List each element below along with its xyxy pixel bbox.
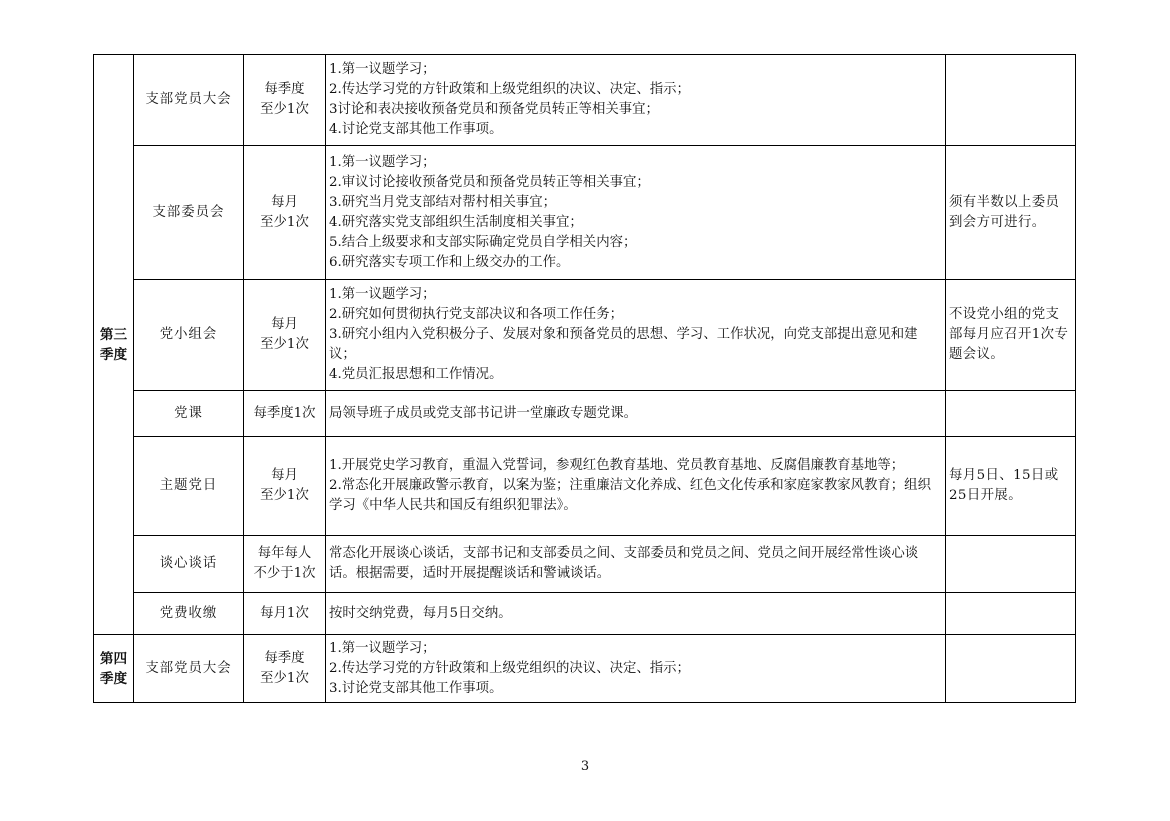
meeting-frequency: 每月 至少1次 [244, 146, 326, 280]
meeting-content: 按时交纳党费，每月5日交纳。 [326, 593, 946, 635]
meeting-remark: 须有半数以上委员到会方可进行。 [946, 146, 1076, 280]
meeting-frequency: 每月 至少1次 [244, 280, 326, 391]
meeting-remark [946, 55, 1076, 146]
quarter-label-q4: 第四 季度 [94, 635, 134, 703]
meeting-frequency: 每季度 至少1次 [244, 635, 326, 703]
meeting-content: 常态化开展谈心谈话，支部书记和支部委员之间、支部委员和党员之间、党员之间开展经常性谈心谈话。根据需要，适时开展提醒谈话和警诫谈话。 [326, 536, 946, 593]
meeting-type: 支部党员大会 [134, 55, 244, 146]
table-row [94, 635, 1076, 703]
quarter-label-q3: 第三 季度 [94, 55, 134, 635]
meeting-type: 谈心谈话 [134, 536, 244, 593]
meeting-frequency: 每月1次 [244, 593, 326, 635]
table-row [94, 391, 1076, 437]
table-row [94, 146, 1076, 280]
table-row [94, 536, 1076, 593]
meeting-frequency: 每季度1次 [244, 391, 326, 437]
meeting-type: 主题党日 [134, 437, 244, 536]
meeting-remark [946, 391, 1076, 437]
meeting-content: 1.第一议题学习； 2.传达学习党的方针政策和上级党组织的决议、决定、指示； 3.讨论党支部其他工作事项。 [326, 635, 946, 703]
meeting-remark: 不设党小组的党支部每月应召开1次专题会议。 [946, 280, 1076, 391]
meeting-content: 1.第一议题学习； 2.传达学习党的方针政策和上级党组织的决议、决定、指示； 3讨论和表决接收预备党员和预备党员转正等相关事宜； 4.讨论党支部其他工作事项。 [326, 55, 946, 146]
meeting-type: 支部党员大会 [134, 635, 244, 703]
meeting-frequency: 每季度 至少1次 [244, 55, 326, 146]
meeting-frequency: 每年每人 不少于1次 [244, 536, 326, 593]
meeting-remark [946, 536, 1076, 593]
meeting-type: 党课 [134, 391, 244, 437]
meeting-type: 党费收缴 [134, 593, 244, 635]
meeting-type: 党小组会 [134, 280, 244, 391]
table-row [94, 280, 1076, 391]
meeting-content: 1.第一议题学习； 2.审议讨论接收预备党员和预备党员转正等相关事宜； 3.研究当月党支部结对帮村相关事宜； 4.研究落实党支部组织生活制度相关事宜； 5.结合上级要求和支部实际确定党员自学相关内容； 6.研究落实专项工作和上级交办的工作。 [326, 146, 946, 280]
meeting-remark [946, 635, 1076, 703]
meeting-remark [946, 593, 1076, 635]
table-row [94, 55, 1076, 146]
meeting-content: 1.第一议题学习； 2.研究如何贯彻执行党支部决议和各项工作任务； 3.研究小组内入党积极分子、发展对象和预备党员的思想、学习、工作状况，向党支部提出意见和建议； 4.党员汇报思想和工作情况。 [326, 280, 946, 391]
page-number: 3 [580, 759, 590, 774]
meeting-frequency: 每月 至少1次 [244, 437, 326, 536]
meeting-content: 1.开展党史学习教育，重温入党誓词，参观红色教育基地、党员教育基地、反腐倡廉教育基地等； 2.常态化开展廉政警示教育，以案为鉴；注重廉洁文化养成、红色文化传承和家庭家教家风教育；组织学习《中华人民共和国反有组织犯罪法》。 [326, 437, 946, 536]
meeting-remark: 每月5日、15日或25日开展。 [946, 437, 1076, 536]
party-activity-plan-table [93, 54, 1076, 703]
table-row [94, 437, 1076, 536]
table-row [94, 593, 1076, 635]
meeting-content: 局领导班子成员或党支部书记讲一堂廉政专题党课。 [326, 391, 946, 437]
meeting-type: 支部委员会 [134, 146, 244, 280]
